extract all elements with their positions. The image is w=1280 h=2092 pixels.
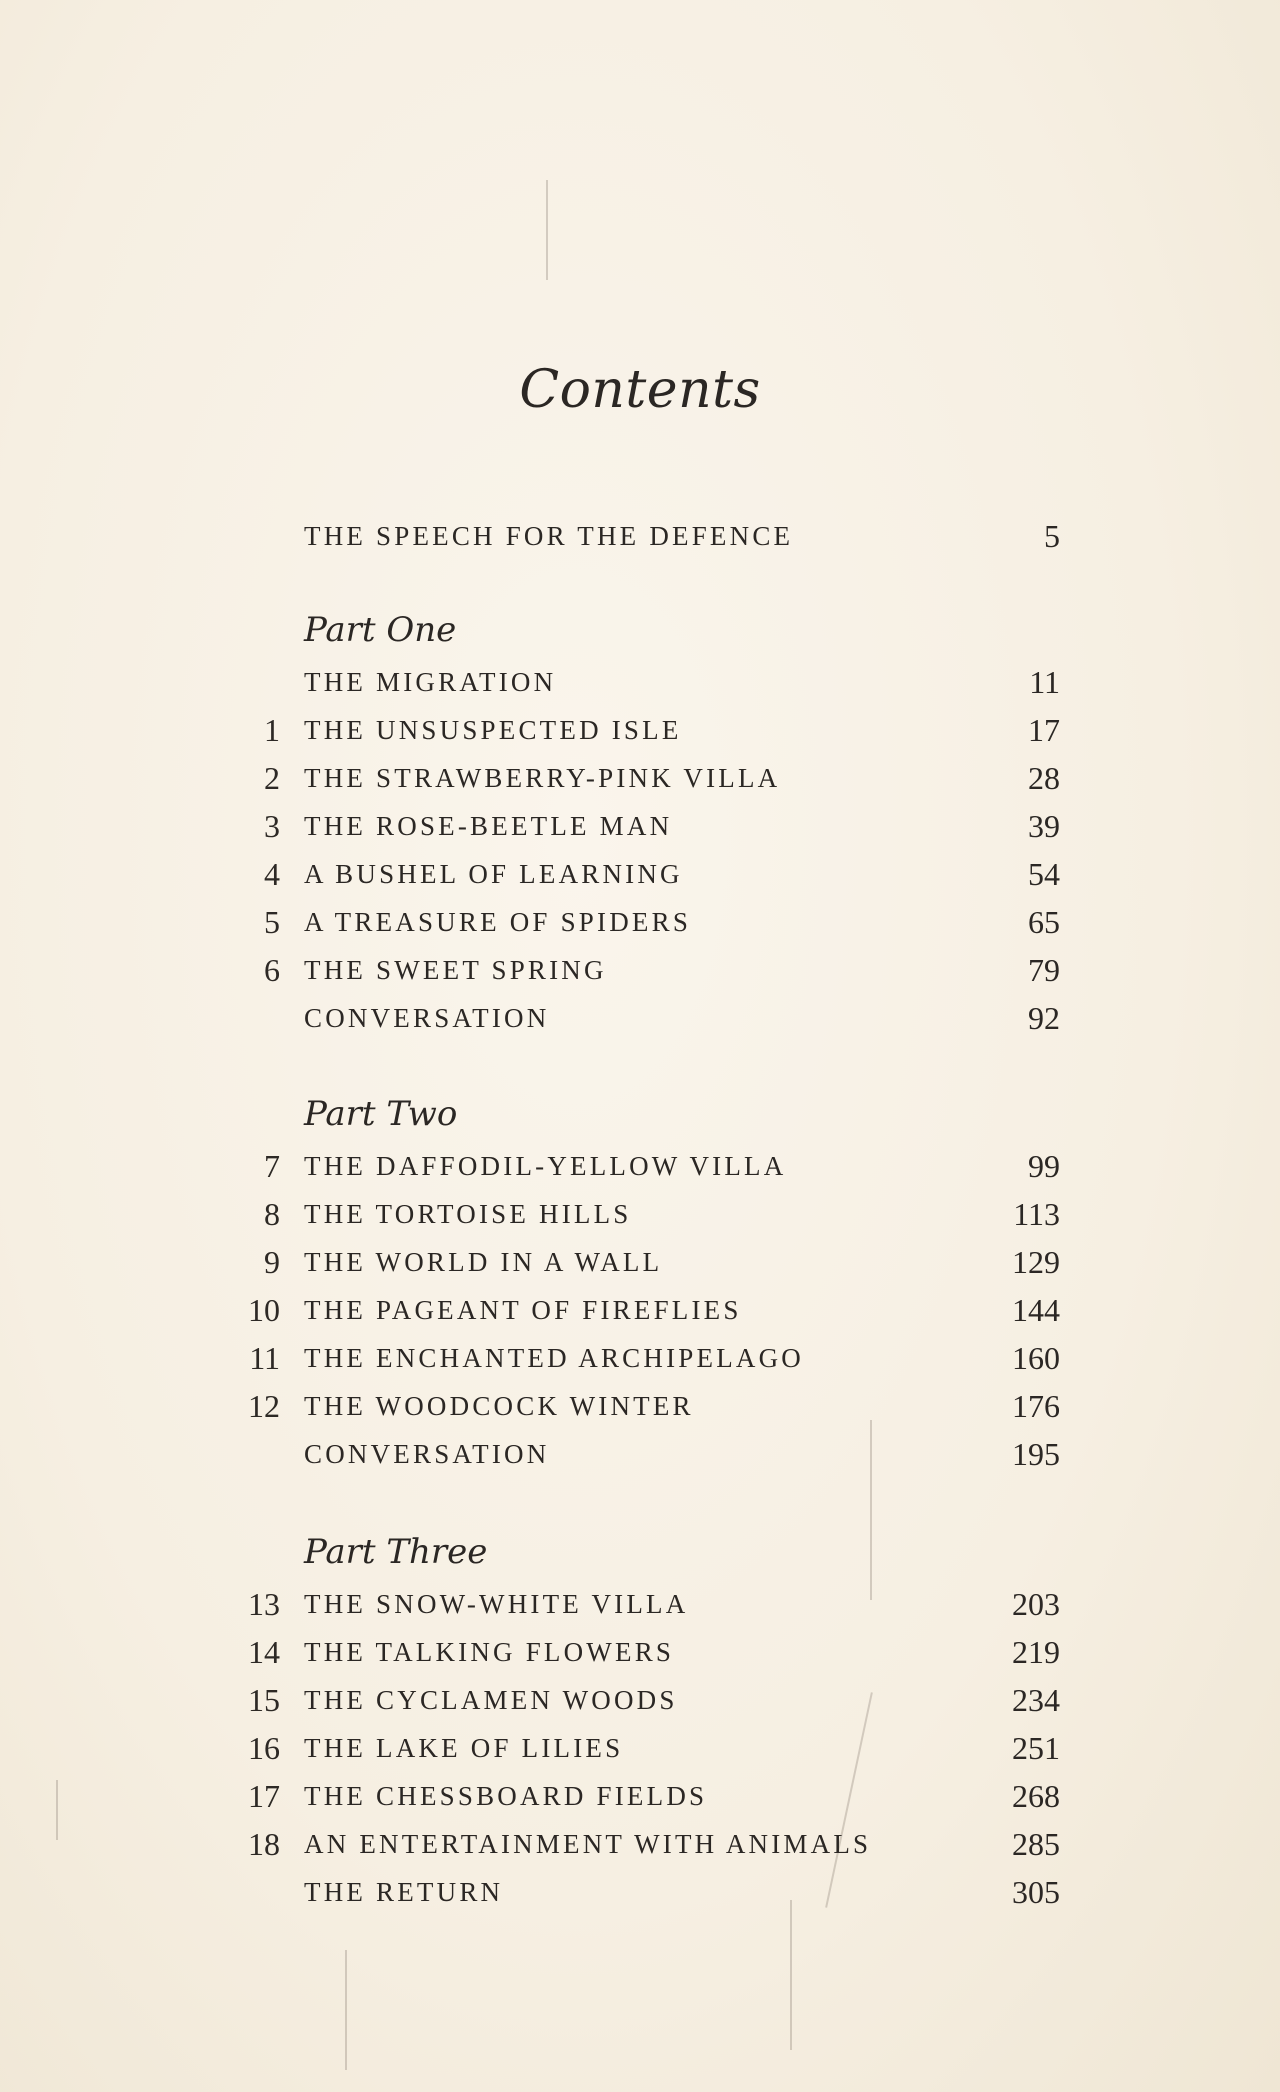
toc-entry-page: 99 [1028,1148,1060,1184]
toc-entry [230,1724,1060,1772]
toc-entry-page: 5 [1044,518,1060,554]
toc-entry-page: 65 [1028,904,1060,940]
chapter-number: 1 [264,712,280,748]
toc-entry-page: 234 [1012,1682,1060,1718]
toc-entry [230,658,1060,706]
toc-entry-page: 113 [1013,1196,1060,1232]
toc-entry [230,946,1060,994]
toc-entry [230,1382,1060,1430]
chapter-number: 15 [248,1682,280,1718]
toc-entry [230,1676,1060,1724]
toc-entry-page: 79 [1028,952,1060,988]
toc-entry-label: THE DAFFODIL-YELLOW VILLA [304,1151,787,1181]
toc-entry-label: A TREASURE OF SPIDERS [304,907,692,937]
table-of-contents [230,0,1060,2092]
toc-entry [230,1238,1060,1286]
toc-entry-label: THE ENCHANTED ARCHIPELAGO [304,1343,804,1373]
toc-entry-label: THE MIGRATION [304,667,557,697]
toc-entry-label: THE STRAWBERRY-PINK VILLA [304,763,781,793]
toc-entry-page: 11 [1029,664,1060,700]
toc-entry [230,850,1060,898]
toc-entry [230,1628,1060,1676]
toc-entry-label: THE UNSUSPECTED ISLE [304,715,682,745]
toc-entry-page: 28 [1028,760,1060,796]
toc-entry-label: THE SPEECH FOR THE DEFENCE [304,521,794,551]
toc-entry-page: 129 [1012,1244,1060,1280]
chapter-number: 3 [264,808,280,844]
toc-entry-label: THE CYCLAMEN WOODS [304,1685,678,1715]
toc-entry-page: 39 [1028,808,1060,844]
toc-entry [230,1286,1060,1334]
page-title: Contents [519,360,761,420]
toc-entry [230,1580,1060,1628]
toc-entry-page: 17 [1028,712,1060,748]
chapter-number: 17 [248,1778,280,1814]
toc-entry-label: THE TALKING FLOWERS [304,1637,675,1667]
toc-entry [230,1820,1060,1868]
toc-entry-page: 219 [1012,1634,1060,1670]
chapter-number: 9 [264,1244,280,1280]
toc-entry-label: THE LAKE OF LILIES [304,1733,624,1763]
chapter-number: 6 [264,952,280,988]
chapter-number: 2 [264,760,280,796]
toc-entry [230,1334,1060,1382]
toc-entry-page: 251 [1012,1730,1060,1766]
toc-entry-label: CONVERSATION [304,1439,550,1469]
toc-entry-page: 92 [1028,1000,1060,1036]
toc-entry [230,754,1060,802]
chapter-number: 18 [248,1826,280,1862]
toc-entry-page: 144 [1012,1292,1060,1328]
scan-mark [56,1780,58,1840]
chapter-number: 14 [248,1634,280,1670]
toc-entry-label: AN ENTERTAINMENT WITH ANIMALS [304,1829,872,1859]
part-heading: Part Two [304,1094,458,1134]
chapter-number: 5 [264,904,280,940]
toc-entry-label: THE WOODCOCK WINTER [304,1391,694,1421]
chapter-number: 11 [249,1340,280,1376]
toc-entry-page: 268 [1012,1778,1060,1814]
toc-entry [230,1142,1060,1190]
toc-entry [230,802,1060,850]
chapter-number: 4 [264,856,280,892]
chapter-number: 7 [264,1148,280,1184]
part-heading: Part Three [304,1532,488,1572]
toc-entry-page: 195 [1012,1436,1060,1472]
toc-entry-speech [230,512,1060,560]
toc-entry-label: THE CHESSBOARD FIELDS [304,1781,708,1811]
toc-entry-label: THE SNOW-WHITE VILLA [304,1589,689,1619]
chapter-number: 10 [248,1292,280,1328]
toc-entry [230,1772,1060,1820]
toc-entry-label: THE PAGEANT OF FIREFLIES [304,1295,742,1325]
chapter-number: 12 [248,1388,280,1424]
part-heading: Part One [304,610,457,650]
toc-entry [230,898,1060,946]
toc-entry-page: 203 [1012,1586,1060,1622]
toc-entry-label: CONVERSATION [304,1003,550,1033]
toc-entry-page: 305 [1012,1874,1060,1910]
chapter-number: 16 [248,1730,280,1766]
toc-entry [230,994,1060,1042]
chapter-number: 8 [264,1196,280,1232]
toc-entry-page: 160 [1012,1340,1060,1376]
toc-entry-page: 54 [1028,856,1060,892]
chapter-number: 13 [248,1586,280,1622]
toc-entry-label: THE SWEET SPRING [304,955,607,985]
toc-entry [230,1190,1060,1238]
toc-entry [230,1868,1060,1916]
toc-entry-label: A BUSHEL OF LEARNING [304,859,683,889]
toc-entry [230,706,1060,754]
toc-entry [230,1430,1060,1478]
toc-entry-page: 285 [1012,1826,1060,1862]
toc-entry-label: THE TORTOISE HILLS [304,1199,632,1229]
toc-entry-page: 176 [1012,1388,1060,1424]
toc-entry-label: THE ROSE-BEETLE MAN [304,811,673,841]
toc-entry-label: THE RETURN [304,1877,504,1907]
toc-entry-label: THE WORLD IN A WALL [304,1247,663,1277]
